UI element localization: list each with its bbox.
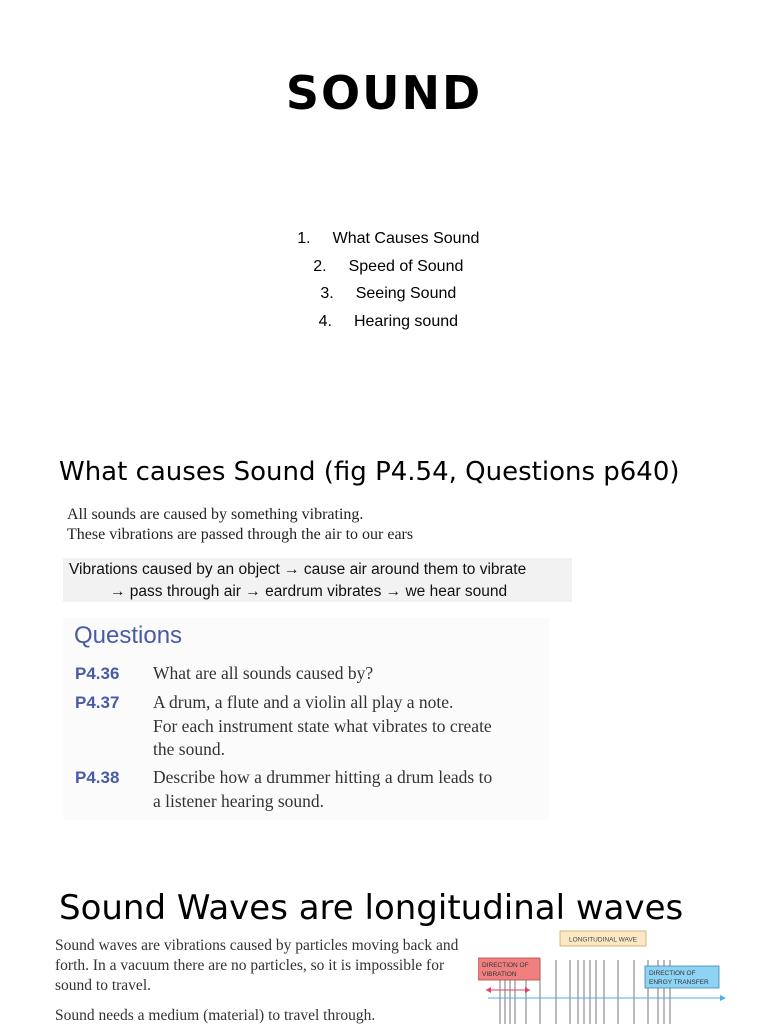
- energy-label-line: DIRECTION OF: [649, 970, 696, 977]
- question-line: For each instrument state what vibrates to create: [153, 715, 492, 736]
- toc-item-label: Seeing Sound: [355, 285, 457, 302]
- intro-line: These vibrations are passed through the air to our ears: [67, 526, 414, 543]
- toc-item: [0, 311, 768, 339]
- question-line: Describe how a drummer hitting a drum leads to: [153, 767, 493, 787]
- longitudinal-wave-diagram: [478, 928, 728, 1024]
- question-line: the sound.: [153, 739, 225, 759]
- question-number: P4.37: [75, 693, 120, 712]
- question-number: P4.36: [75, 664, 120, 683]
- toc-item-number: 3.: [320, 285, 334, 302]
- questions-heading: Questions: [74, 622, 183, 649]
- question-text: [153, 691, 492, 762]
- section-heading-waves: Sound Waves are longitudinal waves: [59, 888, 684, 928]
- wave-label: LONGITUDINAL WAVE: [568, 936, 638, 944]
- intro-line: All sounds are caused by something vibrating.: [67, 506, 364, 523]
- page-title: SOUND: [285, 66, 483, 120]
- waves-text: [55, 936, 475, 1036]
- toc-item-label: What Causes Sound: [332, 230, 480, 247]
- question-line: A drum, a flute and a violin all play a note.: [153, 692, 454, 712]
- chain-line: Vibrations caused by an object → cause air around them to vibrate: [69, 561, 527, 578]
- section-heading-causes: What causes Sound (fig P4.54, Questions p640): [59, 457, 680, 487]
- toc-item-number: 4.: [318, 312, 332, 330]
- toc-item: [0, 256, 768, 284]
- toc-item: [0, 283, 768, 311]
- question-line: a listener hearing sound.: [153, 790, 325, 811]
- question-text: [153, 662, 373, 686]
- question-line: What are all sounds caused by?: [153, 663, 374, 683]
- energy-arrowhead: [720, 995, 726, 1001]
- waves-paragraph: Sound waves are vibrations caused by particles moving back and forth. In a vacuum there are no particles, so it is impossible for sound to travel.: [55, 937, 459, 994]
- questions-box: [63, 618, 549, 820]
- toc-item-number: 2.: [313, 257, 327, 275]
- vibration-chain-box: [63, 558, 572, 602]
- question-text: [153, 766, 492, 813]
- waves-paragraph: Sound needs a medium (material) to travel through.: [55, 1007, 376, 1024]
- toc-item: [0, 228, 768, 256]
- question-number: P4.38: [75, 768, 120, 787]
- toc-item-label: Speed of Sound: [348, 257, 464, 275]
- chain-line: → pass through air → eardrum vibrates → we hear sound: [110, 583, 508, 600]
- vibration-label-line: VIBRATION: [482, 971, 517, 978]
- intro-text: [67, 505, 413, 545]
- energy-label-line: ENRGY TRANSFER: [649, 979, 709, 986]
- toc-item-number: 1.: [297, 230, 311, 247]
- table-of-contents: [0, 228, 768, 338]
- vibration-label-line: DIRECTION OF: [482, 962, 529, 969]
- toc-item-label: Hearing sound: [353, 312, 459, 330]
